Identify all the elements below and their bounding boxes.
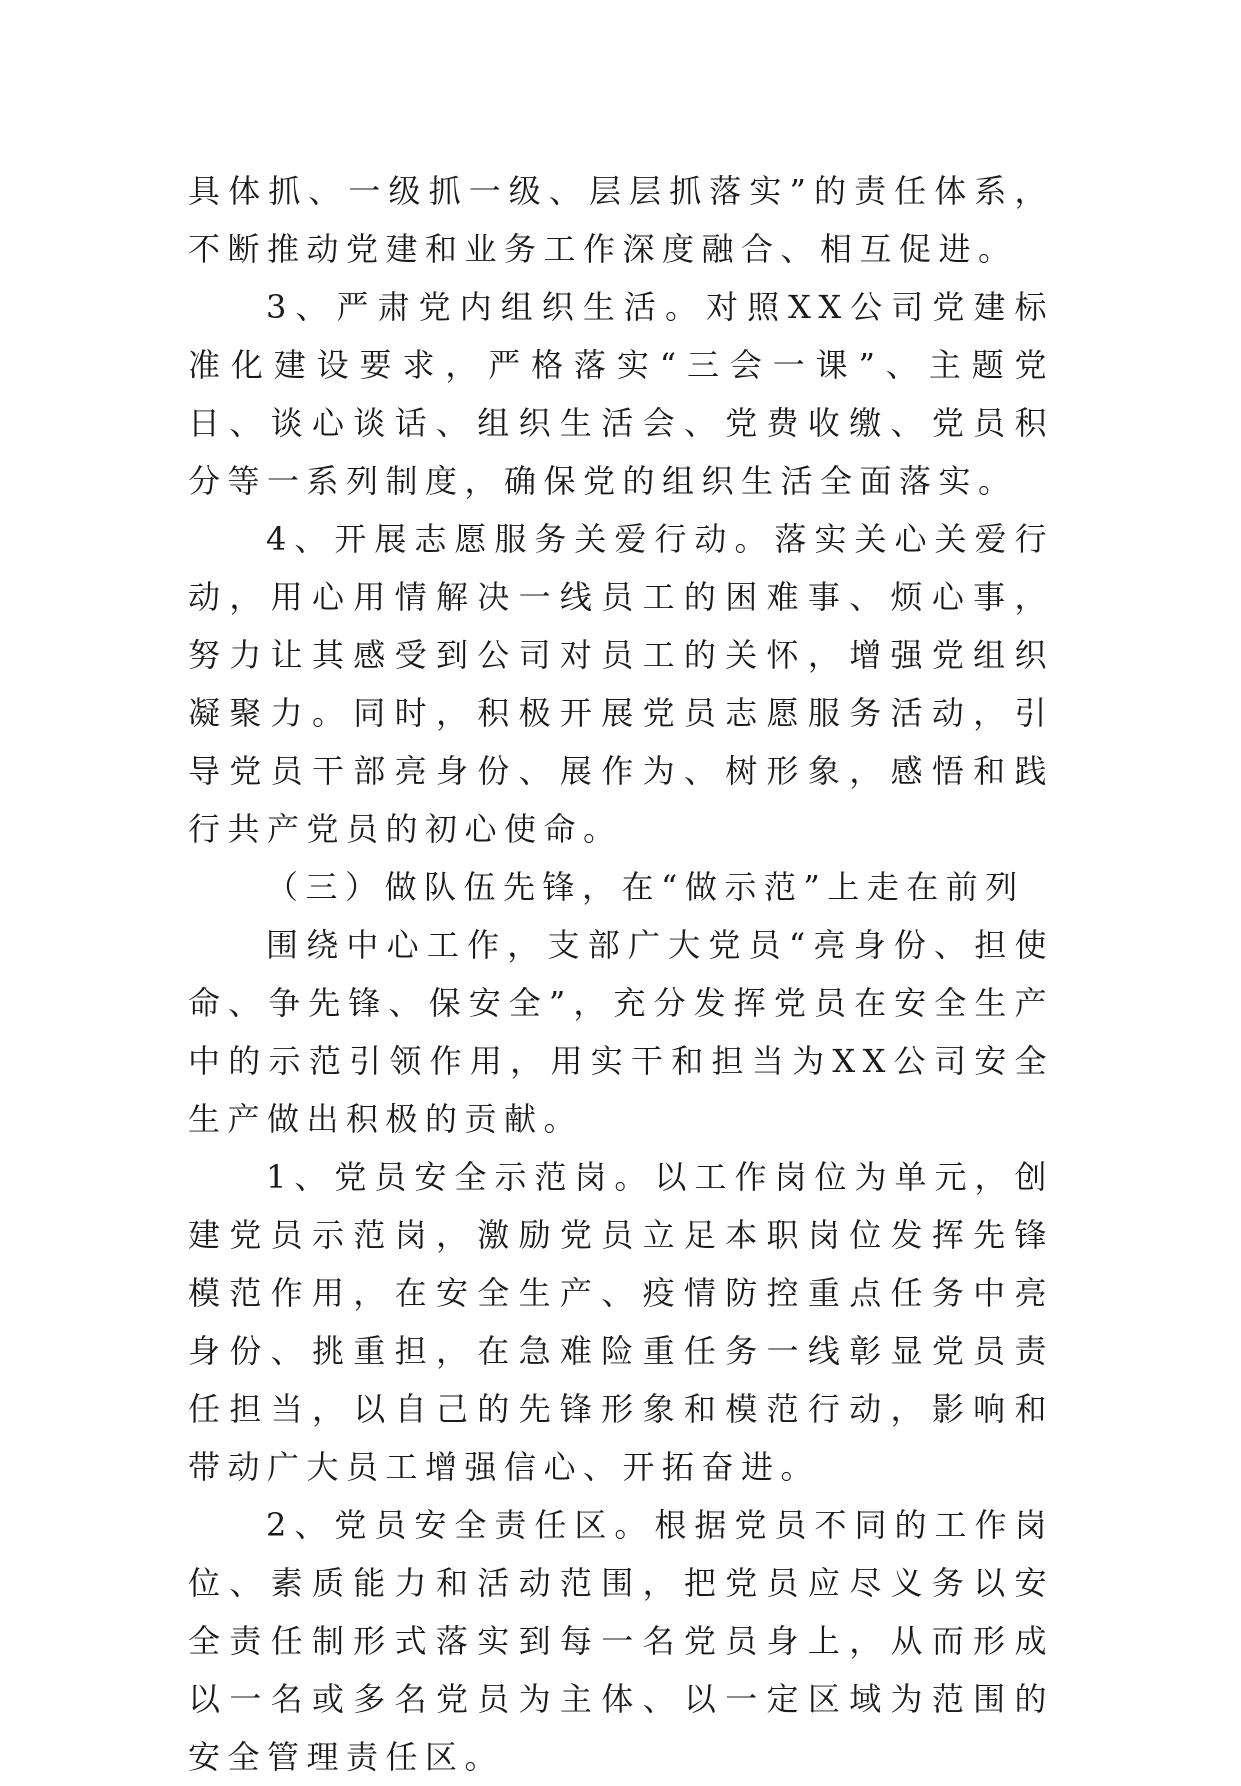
paragraph-continuation: 具体抓、一级抓一级、层层抓落实”的责任体系，不断推动党建和业务工作深度融合、相互促进。: [188, 172, 1054, 268]
paragraph-intro: 围绕中心工作，支部广大党员“亮身份、担使命、争先锋、保安全”，充分发挥党员在安全生产中的示范引领作用，用实干和担当为XX公司安全生产做出积极的贡献。: [188, 926, 1054, 1138]
section-heading: （三）做队伍先锋，在“做示范”上走在前列: [266, 868, 1025, 906]
paragraph-item-4: 4、开展志愿服务关爱行动。落实关心关爱行动，用心用情解决一线员工的困难事、烦心事，努力让其感受到公司对员工的关怀，增强党组织凝聚力。同时，积极开展党员志愿服务活动，引导党员干部亮身份、展作为、树形象，感悟和践行共产党员的初心使命。: [188, 520, 1054, 848]
paragraph-item-3: 3、严肃党内组织生活。对照XX公司党建标准化建设要求，严格落实“三会一课”、主题党日、谈心谈话、组织生活会、党费收缴、党员积分等一系列制度，确保党的组织生活全面落实。: [188, 288, 1054, 500]
paragraph-item-2: 2、党员安全责任区。根据党员不同的工作岗位、素质能力和活动范围，把党员应尽义务以安全责任制形式落实到每一名党员身上，从而形成以一名或多名党员为主体、以一定区域为范围的安全管理责任区。: [188, 1506, 1054, 1776]
document-body: [188, 162, 1054, 1786]
paragraph-item-1: 1、党员安全示范岗。以工作岗位为单元，创建党员示范岗，激励党员立足本职岗位发挥先锋模范作用，在安全生产、疫情防控重点任务中亮身份、挑重担，在急难险重任务一线彰显党员责任担当，以自己的先锋形象和模范行动，影响和带动广大员工增强信心、开拓奋进。: [188, 1158, 1054, 1486]
